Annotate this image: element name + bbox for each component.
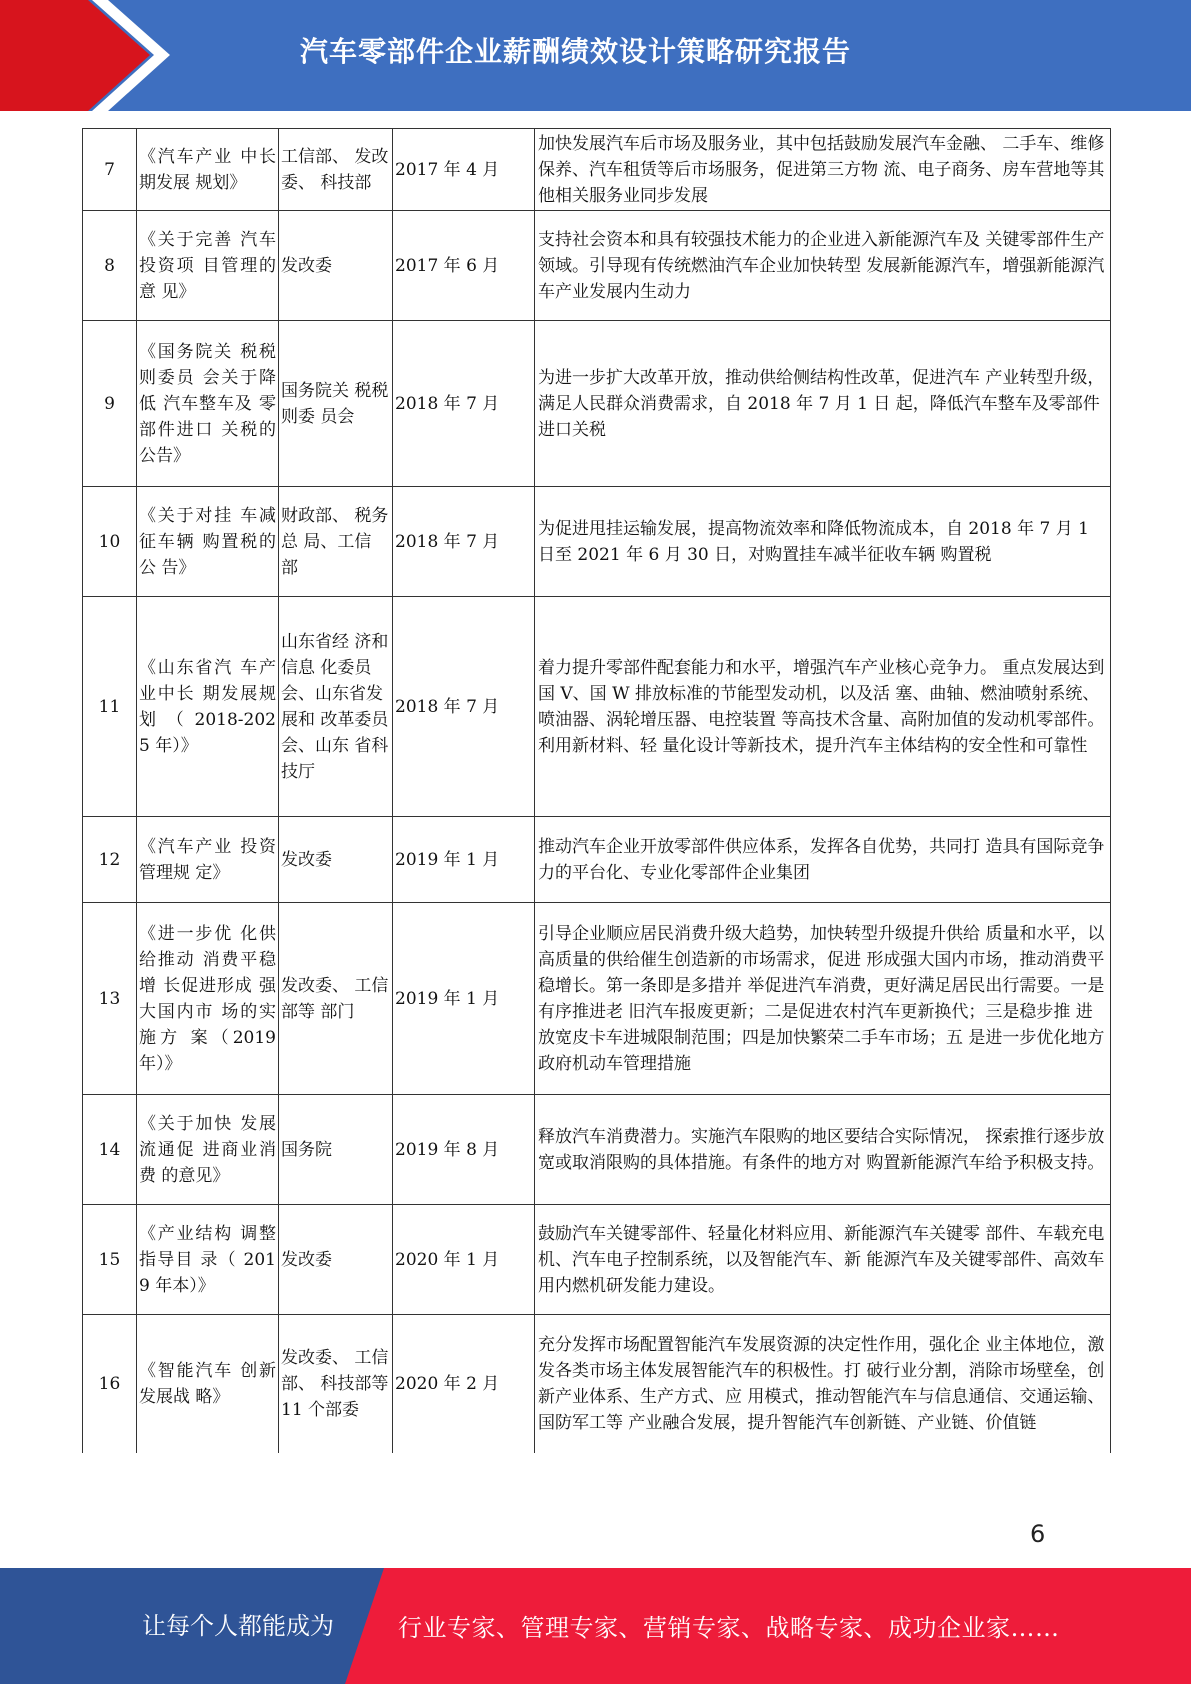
policy-content: 充分发挥市场配置智能汽车发展资源的决定性作用，强化企 业主体地位，激发各类市场主体发展智能汽车的积极性。打 破行业分割，消除市场壁垒，创新产业体系、生产方式、应 用模式，推动智能汽车与信息通信、交通运输、国防军工等 产业融合发展，提升智能汽车创新链、产业链、价值链 [535,1315,1111,1453]
row-number: 9 [83,321,137,487]
table-row [83,817,1111,903]
policy-content: 为促进甩挂运输发展，提高物流效率和降低物流成本，自 2018 年 7 月 1 日至 2021 年 6 月 30 日，对购置挂车减半征收车辆 购置税 [535,487,1111,597]
row-number: 13 [83,903,137,1095]
row-number: 11 [83,597,137,817]
policy-title: 《汽车产业 投资管理规 定》 [137,817,279,903]
footer-slogan-right: 行业专家、管理专家、营销专家、战略专家、成功企业家…… [398,1614,1060,1642]
issue-date: 2019 年 8 月 [393,1095,535,1205]
policy-title: 《国务院关 税税则委员 会关于降低 汽车整车及 零部件进口 关税的公告》 [137,321,279,487]
row-number: 10 [83,487,137,597]
issuing-department: 财政部、 税务总 局、工信 部 [279,487,393,597]
table-row [83,321,1111,487]
issuing-department: 发改委 [279,1205,393,1315]
policy-title: 《关于完善 汽车投资项 目管理的意 见》 [137,211,279,321]
issue-date: 2018 年 7 月 [393,321,535,487]
report-title: 汽车零部件企业薪酬绩效设计策略研究报告 [300,35,852,68]
row-number: 8 [83,211,137,321]
issuing-department: 国务院关 税税则委 员会 [279,321,393,487]
policy-table [82,128,1111,1453]
issue-date: 2017 年 4 月 [393,129,535,211]
row-number: 15 [83,1205,137,1315]
policy-title: 《智能汽车 创新发展战 略》 [137,1315,279,1453]
policy-title: 《产业结构 调整指导目 录（ 2019 年本）》 [137,1205,279,1315]
issuing-department: 发改委 [279,211,393,321]
footer-slogan-left: 让每个人都能成为 [142,1612,334,1640]
header-red-arrow [0,0,150,111]
row-number: 7 [83,129,137,211]
page-header [0,0,1191,111]
policy-content: 支持社会资本和具有较强技术能力的企业进入新能源汽车及 关键零部件生产领域。引导现有传统燃油汽车企业加快转型 发展新能源汽车，增强新能源汽车产业发展内生动力 [535,211,1111,321]
issue-date: 2020 年 1 月 [393,1205,535,1315]
issuing-department: 发改委、 工信部、 科技部等 11 个部委 [279,1315,393,1453]
table-row [83,211,1111,321]
issue-date: 2018 年 7 月 [393,487,535,597]
policy-title: 《关于对挂 车减征车辆 购置税的公 告》 [137,487,279,597]
issuing-department: 发改委、 工信部等 部门 [279,903,393,1095]
issue-date: 2019 年 1 月 [393,817,535,903]
issue-date: 2017 年 6 月 [393,211,535,321]
policy-content: 推动汽车企业开放零部件供应体系，发挥各自优势，共同打 造具有国际竞争力的平台化、专业化零部件企业集团 [535,817,1111,903]
issue-date: 2018 年 7 月 [393,597,535,817]
policy-title: 《进一步优 化供给推动 消费平稳增 长促进形成 强大国内市 场的实施方 案（2019 年）》 [137,903,279,1095]
issue-date: 2019 年 1 月 [393,903,535,1095]
policy-content: 释放汽车消费潜力。实施汽车限购的地区要结合实际情况， 探索推行逐步放宽或取消限购的具体措施。有条件的地方对 购置新能源汽车给予积极支持。 [535,1095,1111,1205]
table-row [83,903,1111,1095]
policy-content: 加快发展汽车后市场及服务业，其中包括鼓励发展汽车金融、 二手车、维修保养、汽车租赁等后市场服务，促进第三方物 流、电子商务、房车营地等其他相关服务业同步发展 [535,129,1111,211]
policy-title: 《汽车产业 中长期发展 规划》 [137,129,279,211]
table-row [83,129,1111,211]
page-number: 6 [1030,1520,1046,1548]
policy-content: 着力提升零部件配套能力和水平，增强汽车产业核心竞争力。 重点发展达到国 V、国 W 排放标准的节能型发动机，以及活 塞、曲轴、燃油喷射系统、喷油器、涡轮增压器、电控装置 等高技术含量、高附加值的发动机零部件。利用新材料、轻 量化设计等新技术，提升汽车主体结构的安全性和可靠性 [535,597,1111,817]
row-number: 16 [83,1315,137,1453]
issuing-department: 山东省经 济和信息 化委员 会、山东省发展和 改革委员 会、山东 省科技厅 [279,597,393,817]
table-row [83,597,1111,817]
policy-content: 鼓励汽车关键零部件、轻量化材料应用、新能源汽车关键零 部件、车载充电机、汽车电子控制系统，以及智能汽车、新 能源汽车及关键零部件、高效车用内燃机研发能力建设。 [535,1205,1111,1315]
table-row [83,1205,1111,1315]
policy-content: 为进一步扩大改革开放，推动供给侧结构性改革，促进汽车 产业转型升级，满足人民群众消费需求，自 2018 年 7 月 1 日 起，降低汽车整车及零部件进口关税 [535,321,1111,487]
table-row [83,1315,1111,1453]
policy-title: 《关于加快 发展流通促 进商业消费 的意见》 [137,1095,279,1205]
policy-title: 《山东省汽 车产业中长 期发展规划 （ 2018-2025 年）》 [137,597,279,817]
row-number: 12 [83,817,137,903]
issuing-department: 工信部、 发改委、 科技部 [279,129,393,211]
table-row [83,1095,1111,1205]
row-number: 14 [83,1095,137,1205]
policy-content: 引导企业顺应居民消费升级大趋势，加快转型升级提升供给 质量和水平，以高质量的供给催生创造新的市场需求，促进 形成强大国内市场，推动消费平稳增长。第一条即是多措并 举促进汽车消费，更好满足居民出行需要。一是有序推进老 旧汽车报废更新；二是促进农村汽车更新换代；三是稳步推 进放宽皮卡车进城限制范围；四是加快繁荣二手车市场；五 是进一步优化地方政府机动车管理措施 [535,903,1111,1095]
table-row [83,487,1111,597]
issuing-department: 发改委 [279,817,393,903]
issue-date: 2020 年 2 月 [393,1315,535,1453]
page-footer [0,1568,1191,1684]
issuing-department: 国务院 [279,1095,393,1205]
